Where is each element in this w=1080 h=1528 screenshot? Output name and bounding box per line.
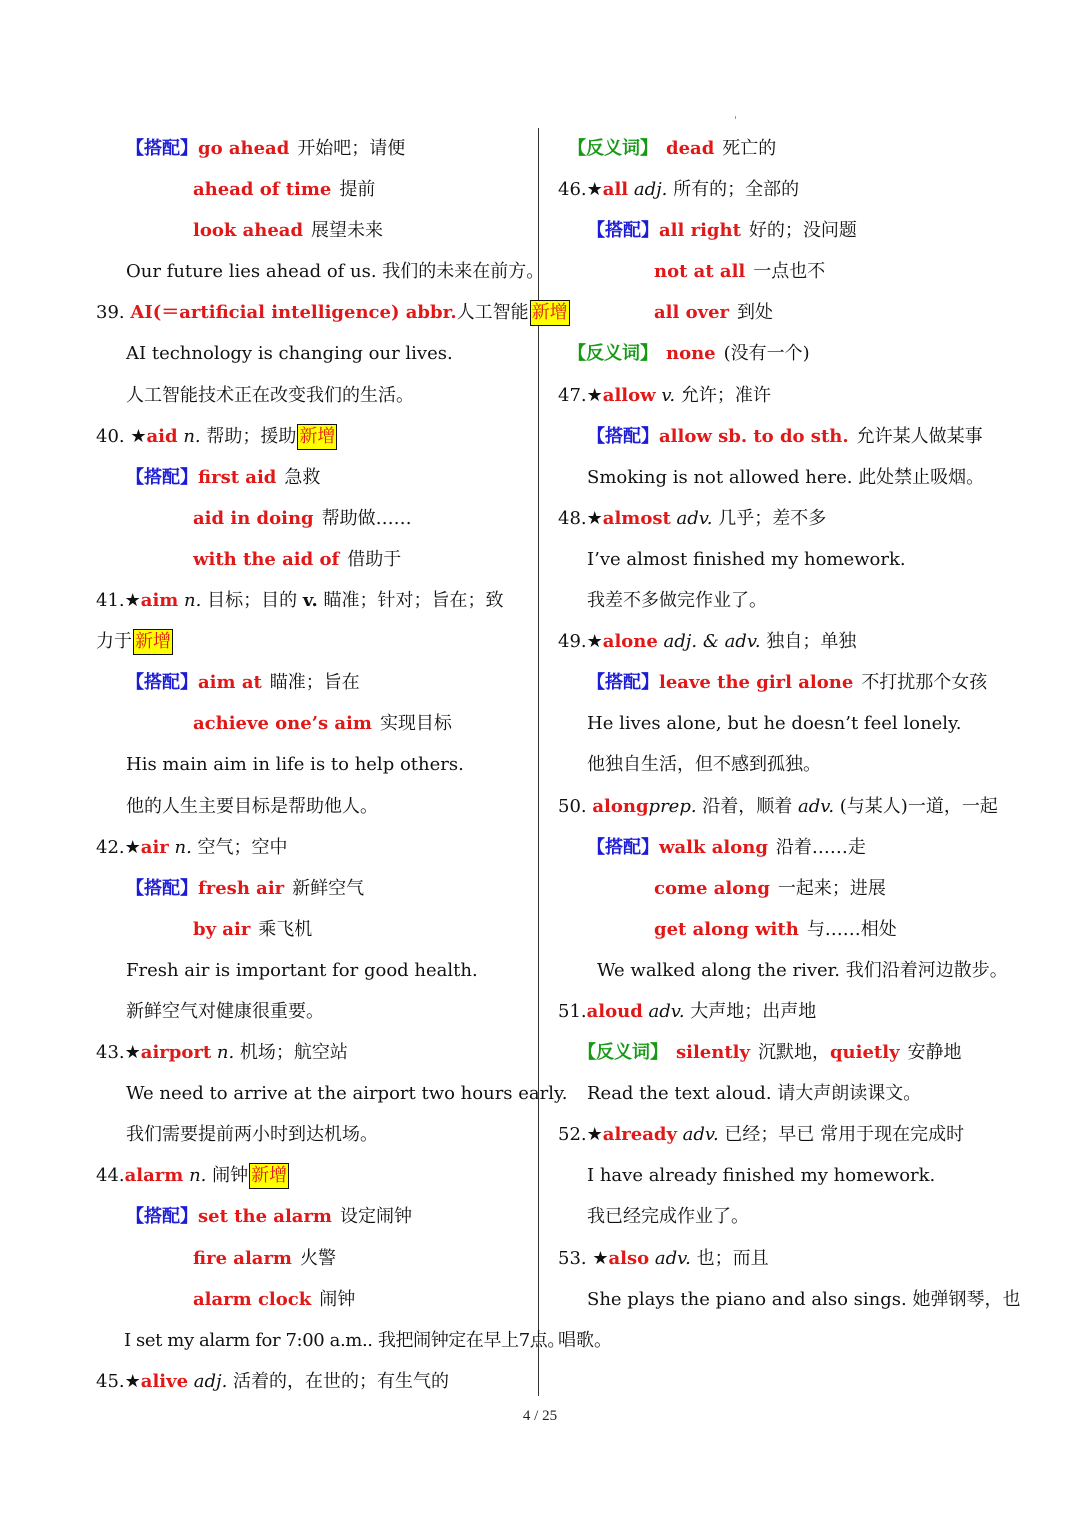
collocation-meaning: 乘飞机 — [258, 918, 313, 940]
example-sentence: AI technology is changing our lives. — [126, 343, 453, 365]
star-icon: ★ — [586, 1124, 603, 1146]
entry-meaning: 活着的，在世的；有生气的 — [227, 1370, 450, 1392]
entry-number: 51. — [558, 1000, 587, 1022]
headword: aid — [146, 425, 178, 447]
part-of-speech: adv. — [798, 795, 835, 817]
headword: AI — [130, 302, 153, 324]
example-sentence: 我差不多做完作业了。 — [587, 590, 767, 612]
collocation-label: 【搭配】 — [587, 425, 659, 447]
text-line — [96, 292, 568, 333]
collocation-meaning: 不打扰那个女孩 — [861, 672, 988, 694]
text-line — [96, 1238, 526, 1279]
part-of-speech: adv. — [642, 1000, 685, 1022]
collocation-phrase: look ahead — [193, 220, 304, 242]
entry-number: 42. — [96, 836, 125, 858]
text-line — [558, 662, 998, 703]
part-of-speech: n. — [211, 1042, 235, 1064]
collocation-meaning: 到处 — [737, 302, 774, 324]
text-line — [558, 1196, 998, 1237]
text-line — [558, 991, 998, 1032]
entry-meaning: 机场；航空站 — [234, 1042, 348, 1064]
collocation-label: 【搭配】 — [126, 138, 198, 159]
collocation-meaning: 火警 — [299, 1247, 336, 1269]
headword: along — [592, 795, 649, 817]
star-icon: ★ — [586, 384, 603, 406]
part-of-speech: n. — [177, 425, 201, 447]
collocation-phrase: fresh air — [198, 877, 285, 899]
headword: air — [140, 836, 169, 858]
collocation-meaning: 沿着……走 — [775, 836, 866, 858]
text-line — [96, 210, 526, 251]
collocation-label: 【搭配】 — [587, 672, 659, 694]
headword: alone — [602, 631, 658, 653]
collocation-label: 【搭配】 — [126, 877, 198, 899]
headword: airport — [140, 1042, 212, 1064]
collocation-phrase: first aid — [198, 466, 277, 488]
star-icon: ★ — [586, 631, 603, 653]
entry-meaning: 所有的；全部的 — [667, 179, 800, 201]
text-line — [558, 868, 998, 909]
text-line — [558, 1279, 1021, 1320]
entry-number: 53. — [558, 1247, 593, 1269]
collocation-meaning: 展望未来 — [311, 220, 384, 242]
entry-number: 41. — [96, 590, 125, 612]
headword: alive — [140, 1370, 189, 1392]
antonym-meaning: 死亡的 — [722, 138, 777, 159]
text-line — [558, 909, 998, 950]
text-line — [558, 375, 998, 416]
collocation-phrase: get along with — [654, 918, 799, 940]
collocation-label: 【搭配】 — [126, 672, 198, 694]
text-line — [96, 1114, 526, 1155]
entry-meaning: 瞄准；针对；旨在；致 — [317, 590, 504, 612]
antonym-meaning: 沉默地， — [757, 1042, 830, 1064]
example-sentence: She plays the piano and also sings. 她弹钢琴，也 — [587, 1288, 1021, 1310]
text-line — [96, 991, 526, 1032]
top-mark — [735, 116, 736, 119]
part-of-speech: adj. & adv. — [657, 631, 761, 653]
collocation-meaning: 一点也不 — [753, 261, 826, 283]
collocation-meaning: 一起来；进展 — [777, 877, 886, 899]
entry-meaning: 人工智能 — [456, 302, 529, 324]
entry-meaning: 帮助；援助 — [200, 425, 297, 447]
entry-meaning: 目标；目的 — [201, 590, 303, 612]
text-line — [96, 169, 526, 210]
text-line — [96, 375, 526, 416]
example-sentence: 我已经完成作业了。 — [587, 1206, 749, 1228]
page-number: 4 / 25 — [522, 1408, 558, 1424]
example-sentence: I set my alarm for 7:00 a.m.. 我把闹钟定在早上7点。 — [124, 1329, 565, 1351]
collocation-meaning: 设定闹钟 — [339, 1206, 412, 1228]
text-line — [96, 539, 526, 580]
collocation-phrase: alarm clock — [193, 1288, 312, 1310]
part-of-speech: adv. — [676, 1124, 719, 1146]
example-sentence: 我们需要提前两小时到达机场。 — [126, 1124, 378, 1146]
collocation-meaning: 提前 — [339, 179, 376, 201]
collocation-label: 【搭配】 — [587, 220, 659, 242]
collocation-meaning: 借助于 — [347, 548, 402, 570]
collocation-meaning: 允许某人做某事 — [856, 425, 983, 447]
text-line — [558, 539, 998, 580]
collocation-phrase: go ahead — [198, 138, 290, 159]
text-line — [558, 457, 998, 498]
text-line — [96, 498, 526, 539]
antonym-word: silently — [676, 1042, 750, 1064]
part-of-speech: adv. — [649, 1247, 691, 1269]
star-icon: ★ — [592, 1247, 609, 1269]
example-sentence: We need to arrive at the airport two hours early. — [126, 1083, 568, 1105]
text-line — [558, 251, 998, 292]
text-line — [558, 1155, 998, 1196]
collocation-phrase: leave the girl alone — [659, 672, 854, 694]
example-sentence: He lives alone, but he doesn’t feel lonely. — [587, 713, 962, 735]
entry-meaning: 沿着，顺着 — [696, 795, 799, 817]
antonym-label: 【反义词】 — [568, 138, 658, 159]
collocation-meaning: 新鲜空气 — [292, 877, 365, 899]
star-icon: ★ — [586, 507, 603, 529]
text-line — [96, 128, 526, 169]
entry-number: 39. — [96, 302, 131, 324]
star-icon: ★ — [124, 590, 141, 612]
text-line — [96, 1320, 565, 1361]
new-badge: 新增 — [249, 1163, 289, 1189]
part-of-speech: adv. — [670, 507, 713, 529]
entry-meaning: 空气；空中 — [191, 836, 288, 858]
text-line — [96, 703, 526, 744]
text-line — [558, 1320, 998, 1361]
entry-number: 52. — [558, 1124, 587, 1146]
text-line — [96, 251, 545, 292]
collocation-meaning: 帮助做…… — [321, 507, 412, 529]
collocation-phrase: fire alarm — [193, 1247, 292, 1269]
collocation-phrase: with the aid of — [193, 548, 340, 570]
example-sentence: Smoking is not allowed here. 此处禁止吸烟。 — [587, 466, 985, 488]
text-line — [96, 457, 526, 498]
part-of-speech: adj. — [188, 1370, 228, 1392]
example-sentence: I have already finished my homework. — [587, 1165, 936, 1187]
headword: already — [602, 1124, 677, 1146]
part-of-speech: prep. — [648, 795, 697, 817]
entry-meaning: 允许；准许 — [675, 384, 771, 406]
text-line — [96, 1155, 526, 1196]
collocation-phrase: ahead of time — [193, 179, 332, 201]
text-line — [558, 333, 998, 374]
entry-number: 47. — [558, 384, 587, 406]
collocation-phrase: by air — [193, 918, 251, 940]
collocation-meaning: 瞄准；旨在 — [269, 672, 360, 694]
example-sentence: I’ve almost finished my homework. — [587, 548, 906, 570]
antonym-word: none — [666, 343, 716, 365]
text-line — [558, 169, 998, 210]
collocation-meaning: 闹钟 — [319, 1288, 356, 1310]
entry-meaning: 也；而且 — [690, 1247, 769, 1269]
text-line — [558, 703, 998, 744]
example-sentence: Read the text aloud. 请大声朗读课文。 — [587, 1083, 922, 1105]
text-line — [558, 580, 998, 621]
left-column — [96, 128, 568, 1402]
entry-number: 44. — [96, 1165, 125, 1187]
text-line — [96, 786, 526, 827]
part-of-speech: adj. — [628, 179, 668, 201]
collocation-phrase: achieve one’s aim — [193, 713, 372, 735]
new-badge: 新增 — [133, 629, 173, 655]
part-of-speech: v. — [302, 590, 318, 612]
text-line — [558, 786, 998, 827]
collocation-phrase: all right — [659, 220, 741, 242]
collocation-label: 【搭配】 — [126, 1206, 198, 1228]
text-line — [96, 744, 526, 785]
star-icon: ★ — [130, 425, 147, 447]
part-of-speech: n. — [168, 836, 192, 858]
headword: allow — [602, 384, 656, 406]
part-of-speech: n. — [178, 590, 202, 612]
text-line — [558, 416, 998, 457]
text-line — [96, 1361, 526, 1402]
example-sentence: Fresh air is important for good health. — [126, 959, 478, 981]
collocation-phrase: walk along — [659, 836, 768, 858]
headword: aloud — [586, 1000, 643, 1022]
collocation-meaning: 急救 — [284, 466, 321, 488]
text-line — [96, 909, 526, 950]
entry-number: 48. — [558, 507, 587, 529]
collocation-phrase: come along — [654, 877, 770, 899]
headword: almost — [602, 507, 671, 529]
entry-number: 43. — [96, 1042, 125, 1064]
text-line — [96, 868, 526, 909]
entry-meaning: 已经；早已 常用于现在完成时 — [718, 1124, 965, 1146]
headword: aim — [140, 590, 179, 612]
entry-meaning: 大声地；出声地 — [684, 1000, 817, 1022]
text-line — [558, 1238, 998, 1279]
example-sentence: 新鲜空气对健康很重要。 — [126, 1000, 324, 1022]
text-line — [96, 662, 526, 703]
text-line — [558, 1073, 998, 1114]
headword: also — [608, 1247, 650, 1269]
text-line — [96, 827, 526, 868]
collocation-meaning: 与……相处 — [806, 918, 897, 940]
entry-number: 50. — [558, 795, 593, 817]
text-line — [558, 292, 998, 333]
entry-number: 46. — [558, 179, 587, 201]
example-sentence: Our future lies ahead of us. 我们的未来在前方。 — [126, 261, 545, 283]
collocation-label: 【搭配】 — [126, 466, 198, 488]
star-icon: ★ — [124, 836, 141, 858]
text-line — [558, 498, 998, 539]
entry-number: 49. — [558, 631, 587, 653]
antonym-word: quietly — [829, 1042, 900, 1064]
text-line — [558, 827, 998, 868]
entry-meaning: (与某人)一道，一起 — [834, 795, 998, 817]
text-line — [558, 950, 1008, 991]
entry-meaning: 独自；单独 — [760, 631, 857, 653]
collocation-phrase: aim at — [198, 672, 262, 694]
antonym-meaning: 安静地 — [907, 1042, 962, 1064]
text-line — [96, 950, 526, 991]
antonym-meaning: (没有一个) — [723, 343, 810, 365]
entry-number: 40. — [96, 425, 131, 447]
entry-continuation: 力于 — [96, 631, 132, 653]
text-line — [558, 621, 998, 662]
collocation-meaning: 好的；没问题 — [748, 220, 857, 242]
entry-meaning: 闹钟 — [206, 1165, 249, 1187]
collocation-meaning: 实现目标 — [379, 713, 452, 735]
example-sentence: We walked along the river. 我们沿着河边散步。 — [597, 959, 1008, 981]
text-line — [96, 416, 526, 457]
collocation-phrase: aid in doing — [193, 507, 314, 529]
collocation-meaning: 开始吧；请便 — [297, 138, 406, 159]
entry-continuation: 唱歌。 — [558, 1329, 612, 1351]
antonym-word: dead — [666, 138, 715, 159]
collocation-phrase: allow sb. to do sth. — [659, 425, 849, 447]
text-line — [558, 128, 998, 169]
collocation-label: 【搭配】 — [587, 836, 659, 858]
text-line — [96, 621, 526, 662]
text-line — [96, 1279, 526, 1320]
entry-number: 45. — [96, 1370, 125, 1392]
antonym-label: 【反义词】 — [578, 1042, 668, 1064]
text-line — [558, 1114, 998, 1155]
example-sentence: His main aim in life is to help others. — [126, 754, 464, 776]
example-sentence: 他的人生主要目标是帮助他人。 — [126, 795, 378, 817]
text-line — [558, 744, 998, 785]
star-icon: ★ — [124, 1370, 141, 1392]
star-icon: ★ — [124, 1042, 141, 1064]
example-sentence: 他独自生活，但不感到孤独。 — [587, 754, 821, 776]
collocation-phrase: all over — [654, 302, 730, 324]
headword-expansion: (＝artificial intelligence) abbr. — [152, 302, 457, 324]
new-badge: 新增 — [530, 300, 570, 326]
text-line — [96, 1196, 526, 1237]
text-line — [96, 580, 526, 621]
text-line — [558, 210, 998, 251]
antonym-label: 【反义词】 — [568, 343, 658, 365]
text-line — [558, 1032, 998, 1073]
text-line — [96, 333, 526, 374]
example-sentence: 人工智能技术正在改变我们的生活。 — [126, 384, 414, 406]
collocation-phrase: set the alarm — [198, 1206, 332, 1228]
headword: alarm — [124, 1165, 184, 1187]
right-column — [558, 128, 1021, 1361]
entry-meaning: 几乎；差不多 — [712, 507, 827, 529]
text-line — [96, 1073, 568, 1114]
star-icon: ★ — [586, 179, 603, 201]
new-badge: 新增 — [297, 424, 337, 450]
headword: all — [602, 179, 629, 201]
part-of-speech: n. — [183, 1165, 207, 1187]
collocation-phrase: not at all — [654, 261, 746, 283]
part-of-speech: v. — [655, 384, 676, 406]
text-line — [96, 1032, 526, 1073]
